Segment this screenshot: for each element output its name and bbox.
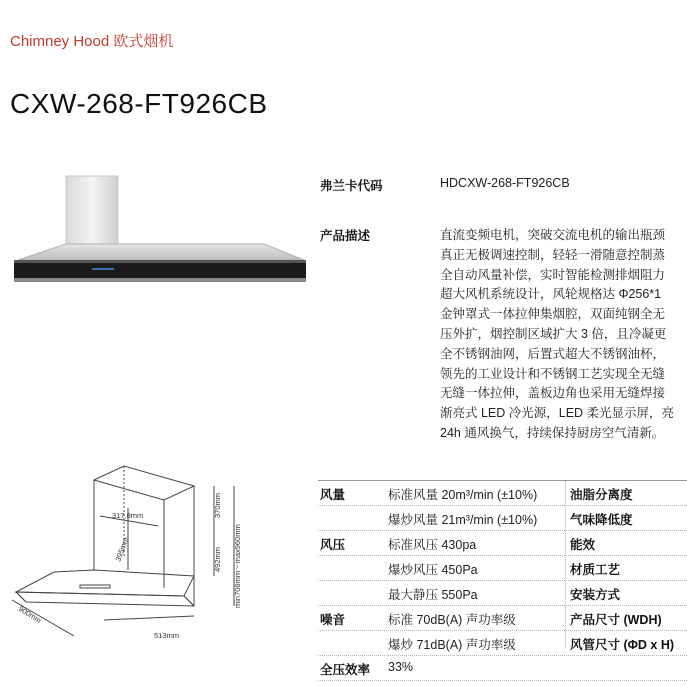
table-row <box>318 580 687 605</box>
desc-line: 无缝一体拉伸，盖板边角也采用无缝焊接 <box>440 386 666 401</box>
row-category: 风量 <box>320 488 346 502</box>
dim-width-900: 900mm <box>16 604 43 625</box>
desc-line: 超大风机系统设计，风轮规格达 Φ256*1 <box>440 287 662 302</box>
dim-height-range: min706mm～max960mm <box>233 524 242 608</box>
table-row <box>318 630 687 655</box>
row-spec-label: 安装方式 <box>570 588 621 602</box>
row-spec-label: 气味降低度 <box>570 513 633 527</box>
row-value: 标准 70dB(A) 声功率级 <box>388 613 516 627</box>
desc-line: 直流变频电机，突破交流电机的输出瓶颈 <box>440 228 666 242</box>
desc-line: 金钟罩式一体拉伸集烟腔，双面纯钢全无 <box>440 307 666 322</box>
row-spec-label: 风管尺寸 (ΦD x H) <box>570 638 675 652</box>
dim-depth-513: 513mm <box>154 631 180 640</box>
row-spec-label: 能效 <box>570 538 596 552</box>
category-title: Chimney Hood 欧式烟机 <box>10 33 174 50</box>
table-row <box>318 480 687 505</box>
row-category: 全压效率 <box>320 663 371 677</box>
hood-product-image <box>10 172 308 292</box>
desc-line: 压外扩，烟控制区域扩大 3 倍，且冷凝更 <box>440 326 667 341</box>
row-value: 标准风量 20m³/min (±10%) <box>388 488 538 502</box>
dim-height-370: 370mm <box>213 492 222 518</box>
dim-depth-395: 395mm <box>113 536 131 563</box>
desc-line: 渐亮式 LED 冷光源，LED 柔光显示屏，亮 <box>440 406 675 421</box>
row-value: 标准风压 430pa <box>388 538 477 552</box>
dim-height-492: 492mm <box>213 546 222 572</box>
desc-label: 产品描述 <box>320 229 371 243</box>
row-value: 最大静压 550Pa <box>388 588 478 602</box>
code-value: HDCXW-268-FT926CB <box>440 176 570 190</box>
table-row <box>318 530 687 555</box>
row-value: 爆炒 71dB(A) 声功率级 <box>388 638 516 652</box>
table-row <box>318 605 687 630</box>
desc-line: 真正无极调速控制，轻轻一滑随意控制蒸 <box>440 247 666 262</box>
row-category: 风压 <box>320 538 346 552</box>
desc-line: 24h 通风换气，持续保持厨房空气清新。 <box>440 425 665 440</box>
table-row <box>318 505 687 530</box>
row-spec-label: 油脂分离度 <box>570 488 633 502</box>
desc-line: 全自动风量补偿，实时智能检测排烟阻力 <box>440 267 666 282</box>
code-label: 弗兰卡代码 <box>320 179 383 193</box>
product-description <box>440 226 687 444</box>
row-value: 爆炒风量 21m³/min (±10%) <box>388 513 538 527</box>
spec-table <box>318 480 687 681</box>
row-spec-label: 材质工艺 <box>570 563 621 577</box>
row-spec-label: 产品尺寸 (WDH) <box>570 613 662 627</box>
table-row <box>318 655 687 681</box>
model-title: CXW-268-FT926CB <box>10 88 268 119</box>
dim-width-317: 317.8mm <box>112 511 144 520</box>
desc-line: 领先的工业设计和不锈钢工艺实现全无缝 <box>440 366 666 381</box>
table-row <box>318 555 687 580</box>
row-value: 爆炒风压 450Pa <box>388 563 478 577</box>
row-value: 33% <box>388 660 414 674</box>
dimension-diagram <box>8 460 248 660</box>
desc-line: 全不锈钢油网，后置式超大不锈钢油杯， <box>440 346 666 361</box>
row-category: 噪音 <box>320 613 346 627</box>
